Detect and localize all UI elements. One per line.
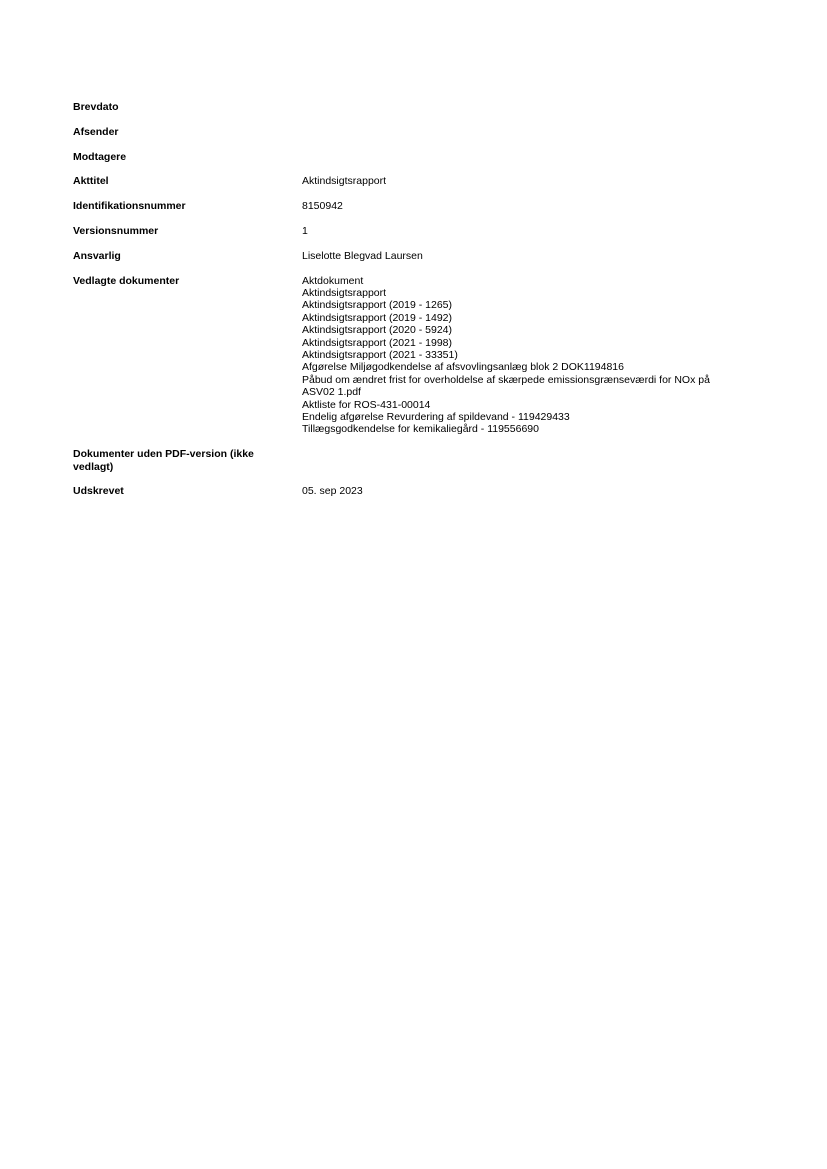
identifikationsnummer-value: 8150942: [302, 200, 343, 213]
row-vedlagte-dokumenter: [73, 275, 753, 436]
list-item: Aktliste for ROS-431-00014: [302, 398, 431, 411]
modtagere-label: Modtagere: [73, 150, 127, 163]
row-versionsnummer: [73, 225, 753, 238]
list-item: Aktindsigtsrapport (2021 - 1998): [302, 336, 452, 349]
list-item: Aktindsigtsrapport (2020 - 5924): [302, 324, 452, 337]
metadata-table: [73, 101, 753, 498]
row-akttitel: [73, 175, 753, 188]
versionsnummer-label: Versionsnummer: [73, 224, 159, 237]
list-item: Aktindsigtsrapport (2021 - 33351): [302, 349, 458, 362]
list-item: Tillægsgodkendelse for kemikaliegård - 119556690: [302, 423, 539, 436]
ansvarlig-label: Ansvarlig: [73, 249, 121, 262]
vedlagte-dokumenter-value: [302, 275, 753, 436]
list-item: Påbud om ændret frist for overholdelse af skærpede emissionsgrænseværdi for NOx på ASV02 1.pdf: [302, 373, 710, 399]
ansvarlig-value: Liselotte Blegvad Laursen: [302, 249, 423, 262]
versionsnummer-value: 1: [302, 224, 308, 237]
row-ansvarlig: [73, 250, 753, 263]
list-item: Aktindsigtsrapport (2019 - 1265): [302, 299, 452, 312]
row-modtagere: [73, 151, 753, 164]
identifikationsnummer-label: Identifikationsnummer: [73, 200, 186, 213]
row-udskrevet: [73, 485, 753, 498]
row-brevdato: [73, 101, 753, 114]
row-afsender: [73, 126, 753, 139]
akttitel-label: Akttitel: [73, 175, 109, 188]
brevdato-label: Brevdato: [73, 101, 119, 113]
list-item: Afgørelse Miljøgodkendelse af afsvovlingsanlæg blok 2 DOK1194816: [302, 361, 624, 374]
akttitel-value: Aktindsigtsrapport: [302, 175, 387, 188]
row-dokumenter-uden-pdf: [73, 448, 753, 473]
row-identifikationsnummer: [73, 200, 753, 213]
list-item: Aktindsigtsrapport: [302, 286, 387, 299]
udskrevet-label: Udskrevet: [73, 485, 124, 498]
udskrevet-value: 05. sep 2023: [302, 485, 363, 498]
list-item: Endelig afgørelse Revurdering af spildevand - 119429433: [302, 411, 570, 424]
vedlagte-dokumenter-label: Vedlagte dokumenter: [73, 274, 180, 287]
list-item: Aktindsigtsrapport (2019 - 1492): [302, 311, 452, 324]
dokumenter-uden-pdf-label: Dokumenter uden PDF-version (ikke vedlagt): [73, 448, 254, 473]
attached-documents-list: [302, 275, 732, 436]
list-item: Aktdokument: [302, 274, 364, 287]
afsender-label: Afsender: [73, 125, 119, 138]
